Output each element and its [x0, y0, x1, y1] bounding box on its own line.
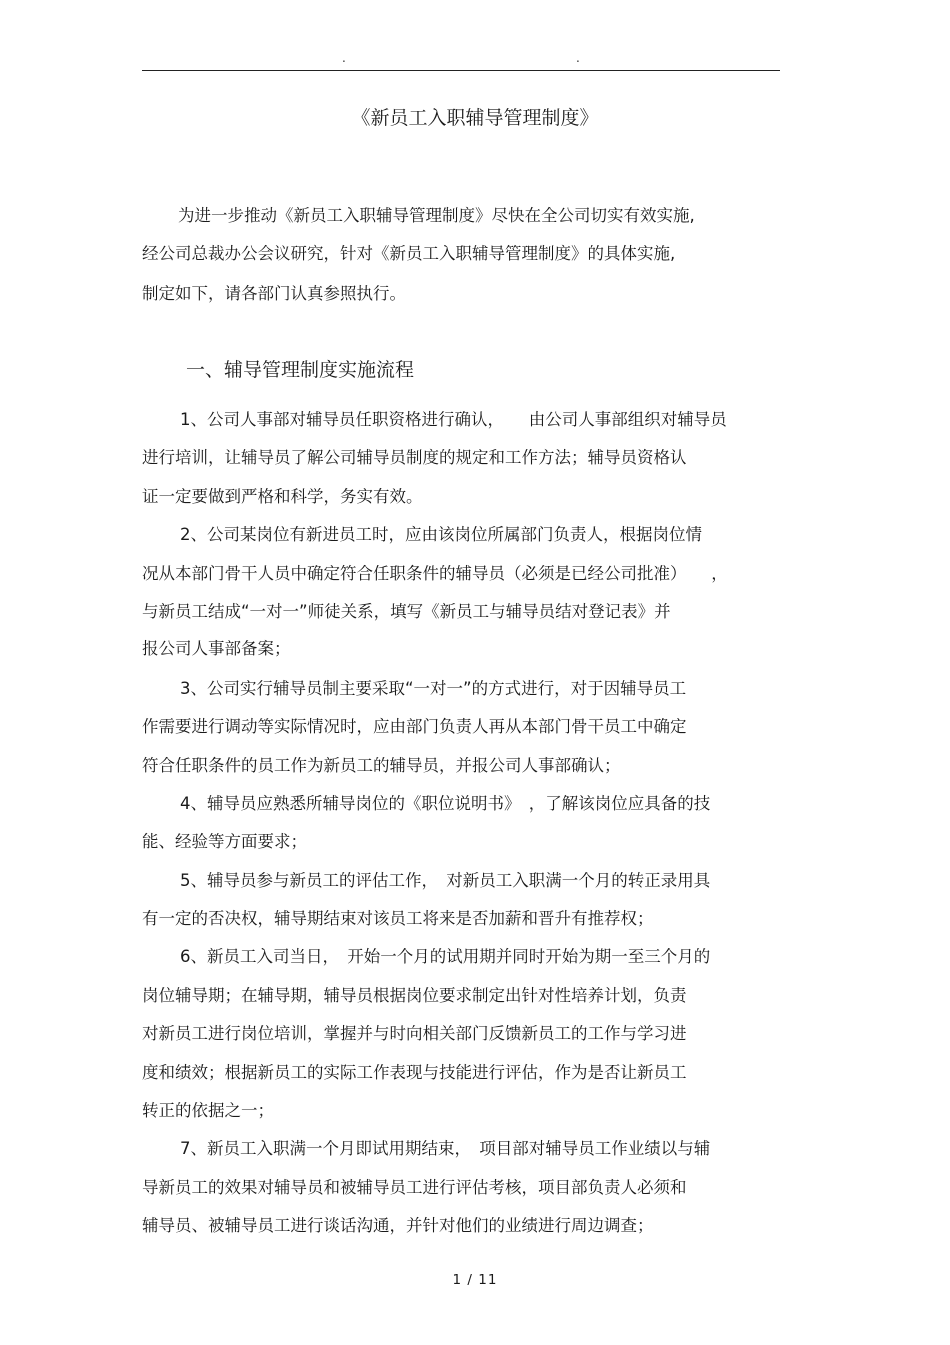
item-line: 岗位辅导期；在辅导期，辅导员根据岗位要求制定出针对性培养计划，负责 — [142, 986, 687, 1005]
item-line: 4、辅导员应熟悉所辅导岗位的《职位说明书》 ，了解该岗位应具备的技 — [180, 794, 711, 813]
item-line: 证一定要做到严格和科学，务实有效。 — [142, 487, 423, 506]
page-number: 1 / 11 — [452, 1272, 498, 1288]
item-line: 度和绩效；根据新员工的实际工作表现与技能进行评估，作为是否让新员工 — [142, 1063, 687, 1082]
header-divider — [142, 70, 780, 71]
section-heading: 一、辅导管理制度实施流程 — [186, 359, 415, 381]
item-line: 与新员工结成“一对一”师徒关系，填写《新员工与辅导员结对登记表》并 — [142, 602, 671, 621]
item-line: 导新员工的效果对辅导员和被辅导员工进行评估考核，项目部负责人必须和 — [142, 1178, 687, 1197]
item-line: 符合任职条件的员工作为新员工的辅导员，并报公司人事部确认； — [142, 756, 621, 775]
intro-line: 制定如下，请各部门认真参照执行。 — [142, 284, 406, 303]
item-line: 3、公司实行辅导员制主要采取“一对一”的方式进行，对于因辅导员工 — [180, 679, 687, 698]
item-line: 对新员工进行岗位培训，掌握并与时向相关部门反馈新员工的工作与学习进 — [142, 1024, 687, 1043]
item-line: 辅导员、被辅导员工进行谈话沟通，并针对他们的业绩进行周边调查； — [142, 1216, 654, 1235]
item-line: 7、新员工入职满一个月即试用期结束， 项目部对辅导员工作业绩以与辅 — [180, 1139, 711, 1158]
item-line: 转正的依据之一； — [142, 1101, 274, 1120]
document-title: 《新员工入职辅导管理制度》 — [351, 107, 599, 129]
item-line: 报公司人事部备案； — [142, 639, 291, 658]
intro-line: 为进一步推动《新员工入职辅导管理制度》尽快在全公司切实有效实施, — [178, 206, 695, 225]
item-line: 5、辅导员参与新员工的评估工作， 对新员工入职满一个月的转正录用具 — [180, 871, 711, 890]
item-line: 2、公司某岗位有新进员工时，应由该岗位所属部门负责人，根据岗位情 — [180, 525, 702, 544]
item-line: 能、经验等方面要求； — [142, 832, 307, 851]
item-line: 况从本部门骨干人员中确定符合任职条件的辅导员（必须是已经公司批准） ， — [142, 564, 728, 583]
item-line: 作需要进行调动等实际情况时，应由部门负责人再从本部门骨干员工中确定 — [142, 717, 687, 736]
item-line: 6、新员工入司当日， 开始一个月的试用期并同时开始为期一至三个月的 — [180, 947, 711, 966]
item-line: 有一定的否决权，辅导期结束对该员工将来是否加薪和晋升有推荐权； — [142, 909, 654, 928]
header-mark-right: . — [576, 51, 580, 65]
item-line: 进行培训，让辅导员了解公司辅导员制度的规定和工作方法；辅导员资格认 — [142, 448, 687, 467]
header-mark-left: . — [342, 51, 346, 65]
intro-line: 经公司总裁办公会议研究，针对《新员工入职辅导管理制度》的具体实施, — [142, 244, 676, 263]
item-line: 1、公司人事部对辅导员任职资格进行确认， 由公司人事部组织对辅导员 — [180, 410, 727, 429]
